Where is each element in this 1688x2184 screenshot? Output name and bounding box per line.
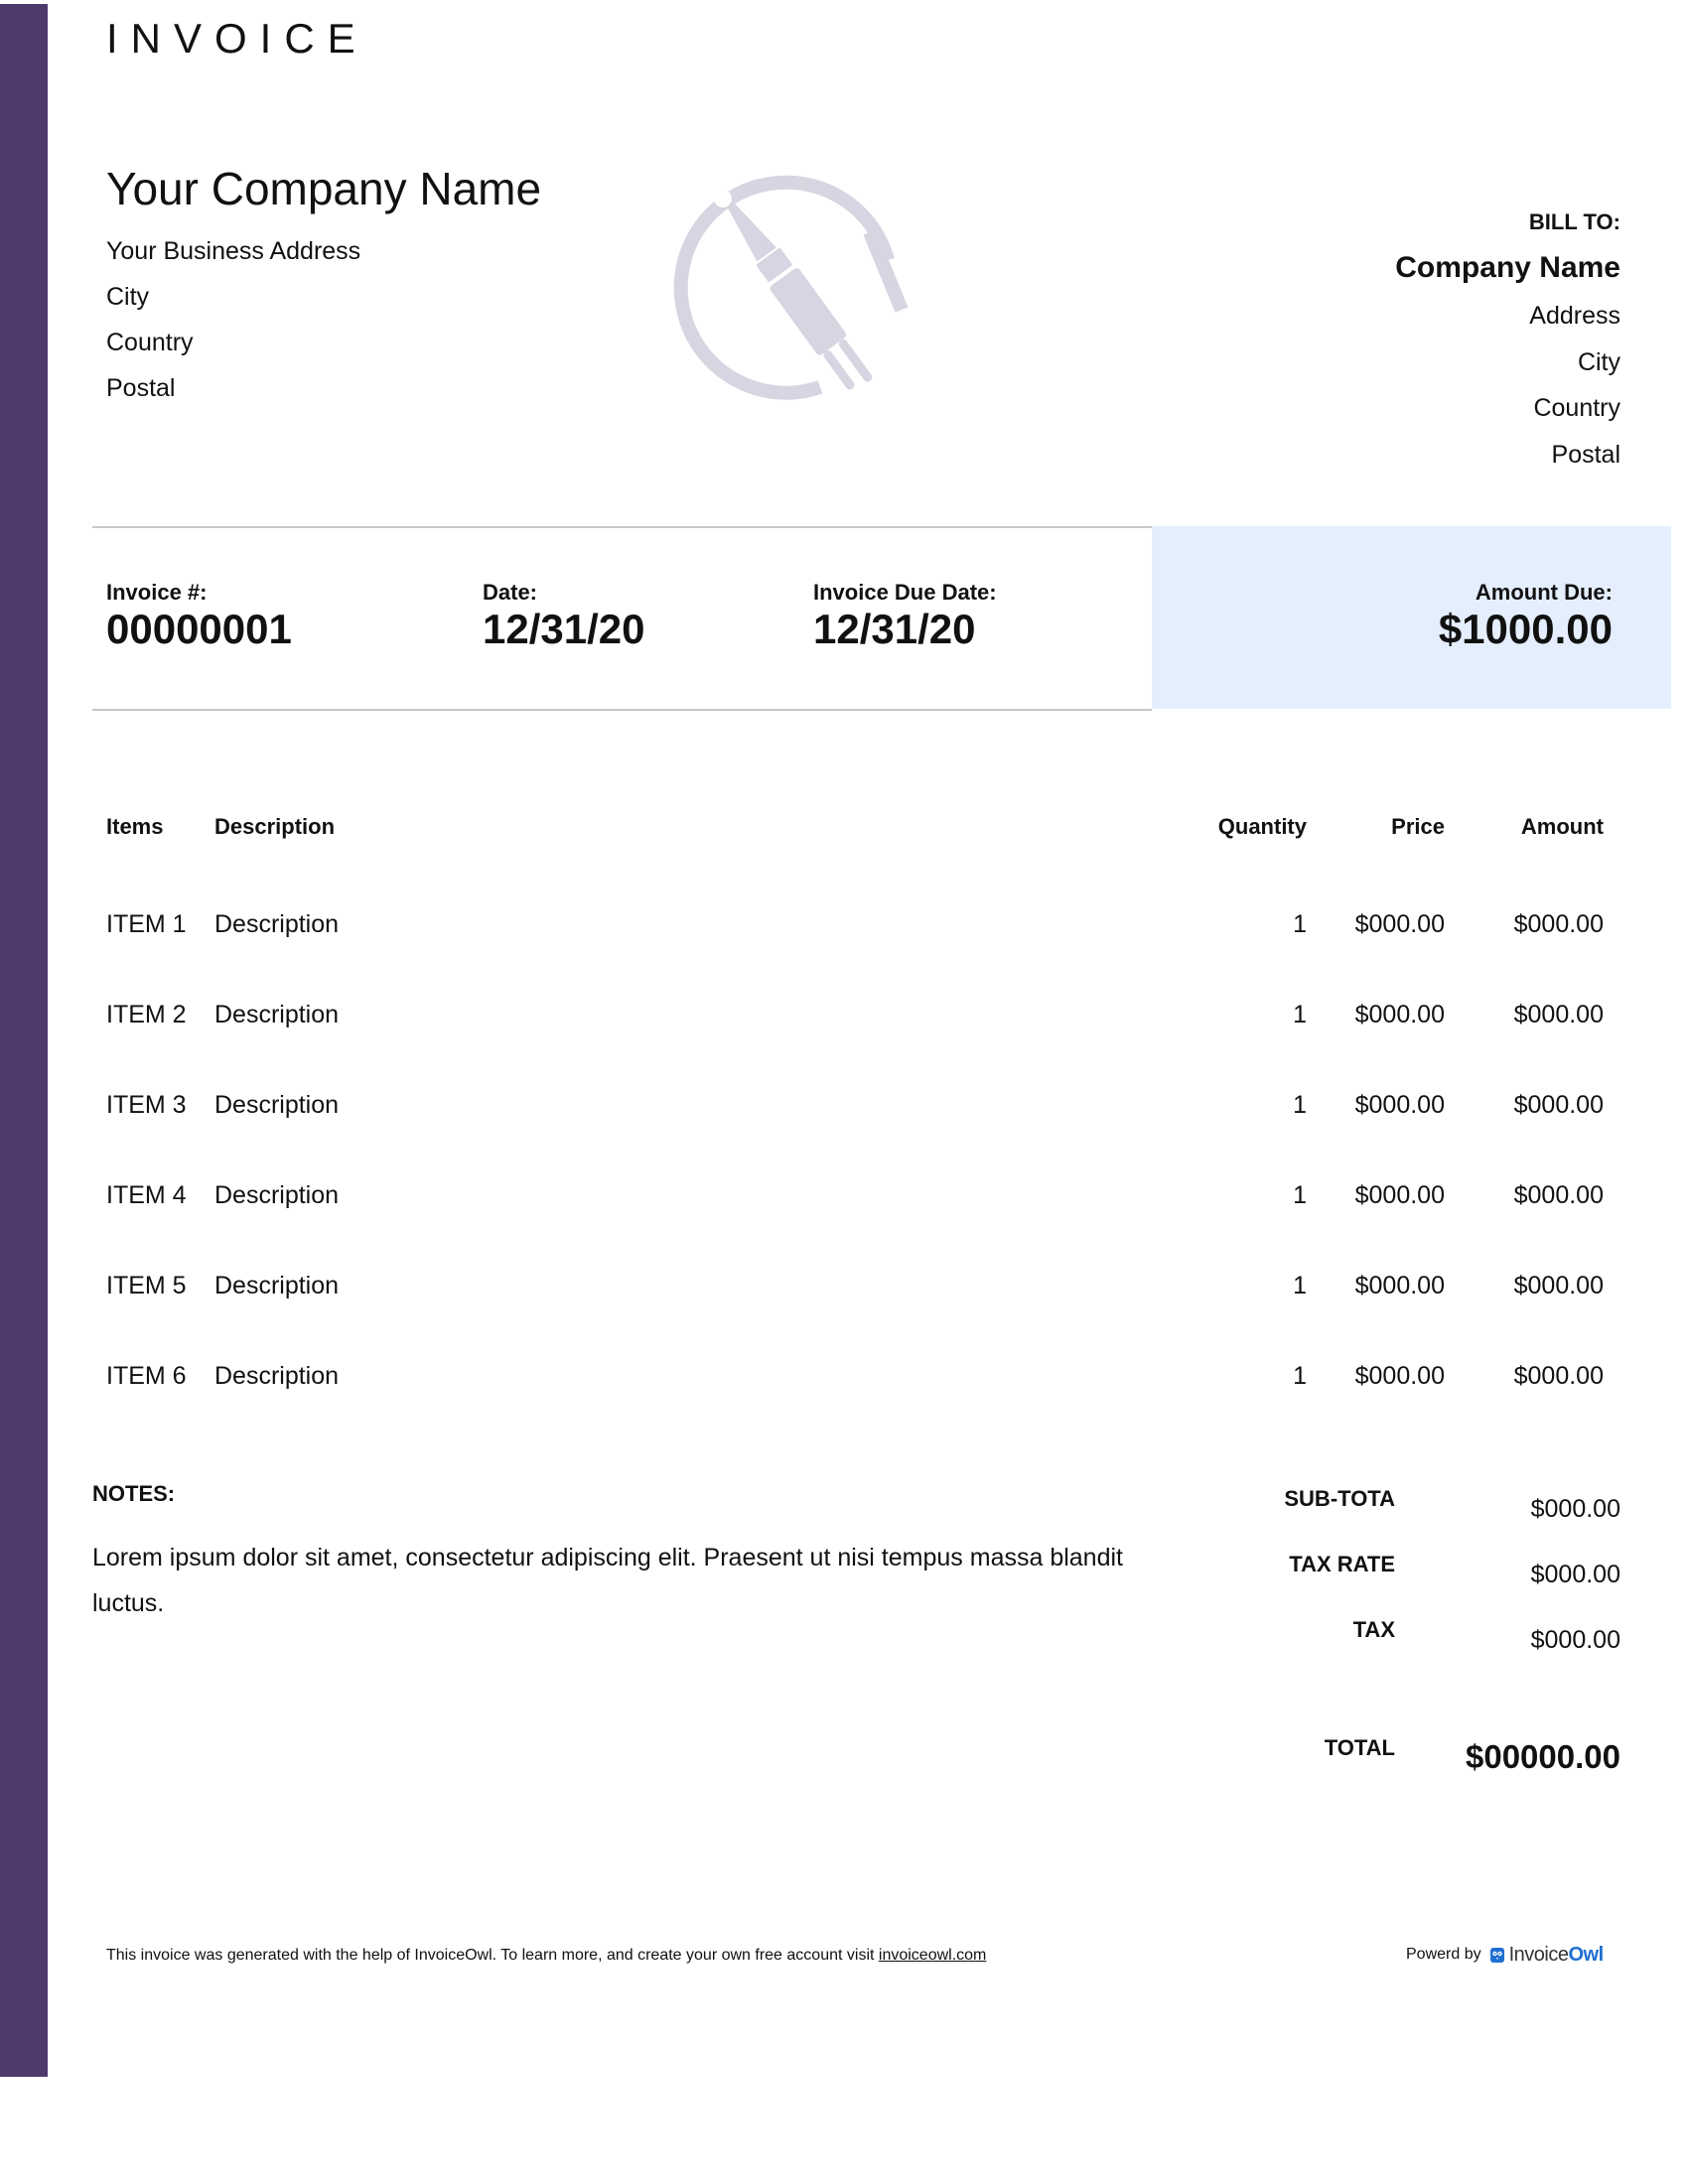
row-quantity: 1	[1293, 1362, 1307, 1390]
bill-to-country: Country	[1533, 394, 1620, 422]
row-item: ITEM 5	[106, 1272, 187, 1299]
powered-by	[1406, 1942, 1604, 1968]
row-item: ITEM 6	[106, 1362, 187, 1390]
tax-rate-label: TAX RATE	[1289, 1552, 1395, 1576]
row-item: ITEM 4	[106, 1181, 187, 1209]
row-quantity: 1	[1293, 1272, 1307, 1299]
notes-text: Lorem ipsum dolor sit amet, consectetur adipiscing elit. Praesent ut nisi tempus massa blandit luctus.	[92, 1544, 1123, 1617]
total-value: $00000.00	[1466, 1738, 1620, 1775]
row-item: ITEM 3	[106, 1091, 187, 1119]
row-description: Description	[214, 1181, 340, 1209]
row-description: Description	[214, 1272, 340, 1299]
invoice-date: 12/31/20	[483, 606, 645, 652]
column-header-amount: Amount	[1520, 814, 1604, 839]
company-city: City	[106, 283, 150, 311]
row-description: Description	[214, 1091, 340, 1119]
due-date: 12/31/20	[813, 606, 976, 652]
row-item: ITEM 1	[106, 910, 187, 938]
bill-to-city: City	[1577, 348, 1620, 376]
total-label: TOTAL	[1324, 1735, 1395, 1760]
brand-logo[interactable]	[1489, 1942, 1604, 1968]
row-price: $000.00	[1354, 1091, 1445, 1119]
document-title: INVOICE	[106, 15, 368, 62]
bill-to-label: BILL TO:	[1528, 209, 1620, 234]
row-amount: $000.00	[1513, 910, 1604, 938]
column-header-quantity: Quantity	[1217, 814, 1307, 839]
bill-to-address: Address	[1529, 302, 1620, 330]
row-item: ITEM 2	[106, 1001, 187, 1028]
footer-note-text: This invoice was generated with the help of InvoiceOwl. To learn more, and create your own free account visit	[106, 1947, 875, 1964]
row-quantity: 1	[1293, 1001, 1307, 1028]
due-date-label: Invoice Due Date:	[813, 580, 997, 605]
row-description: Description	[214, 1362, 340, 1390]
date-label: Date:	[483, 580, 538, 605]
row-price: $000.00	[1354, 1001, 1445, 1028]
row-price: $000.00	[1354, 1181, 1445, 1209]
invoice-number-label: Invoice #:	[106, 580, 208, 605]
subtotal-label: SUB-TOTA	[1284, 1486, 1395, 1511]
invoice-number: 00000001	[106, 606, 292, 652]
row-amount: $000.00	[1513, 1362, 1604, 1390]
notes-label: NOTES:	[92, 1481, 176, 1506]
row-amount: $000.00	[1513, 1001, 1604, 1028]
row-price: $000.00	[1354, 1272, 1445, 1299]
subtotal-value: $000.00	[1530, 1495, 1620, 1523]
divider-top	[92, 526, 1152, 528]
company-name: Your Company Name	[106, 163, 542, 214]
amount-due: $1000.00	[1438, 606, 1613, 652]
brand-wordmark	[1509, 1942, 1604, 1968]
row-price: $000.00	[1354, 1362, 1445, 1390]
row-description: Description	[214, 1001, 340, 1028]
brand-word-owl: Owl	[1568, 1944, 1604, 1966]
footer-link[interactable]: invoiceowl.com	[878, 1947, 987, 1964]
bill-to-postal: Postal	[1551, 441, 1620, 469]
divider-bottom	[92, 709, 1152, 711]
column-header-price: Price	[1391, 814, 1445, 839]
tax-label: TAX	[1352, 1617, 1395, 1642]
row-amount: $000.00	[1513, 1091, 1604, 1119]
paintbrush-icon	[671, 163, 914, 417]
amount-due-label: Amount Due:	[1475, 580, 1613, 605]
column-header-items: Items	[106, 814, 164, 839]
tax-rate-value: $000.00	[1530, 1561, 1620, 1588]
company-country: Country	[106, 329, 194, 356]
bill-to-company: Company Name	[1395, 251, 1620, 284]
row-price: $000.00	[1354, 910, 1445, 938]
row-quantity: 1	[1293, 910, 1307, 938]
row-amount: $000.00	[1513, 1272, 1604, 1299]
sidebar-accent	[0, 4, 48, 2077]
tax-value: $000.00	[1530, 1626, 1620, 1654]
owl-icon	[1489, 1946, 1505, 1964]
column-header-description: Description	[214, 814, 336, 839]
row-quantity: 1	[1293, 1091, 1307, 1119]
company-address: Your Business Address	[106, 237, 361, 265]
powered-by-label: Powerd by	[1406, 1946, 1481, 1963]
company-postal: Postal	[106, 374, 176, 402]
row-quantity: 1	[1293, 1181, 1307, 1209]
row-amount: $000.00	[1513, 1181, 1604, 1209]
footer-note	[106, 1946, 986, 1966]
row-description: Description	[214, 910, 340, 938]
brand-word-invoice: Invoice	[1508, 1944, 1569, 1966]
